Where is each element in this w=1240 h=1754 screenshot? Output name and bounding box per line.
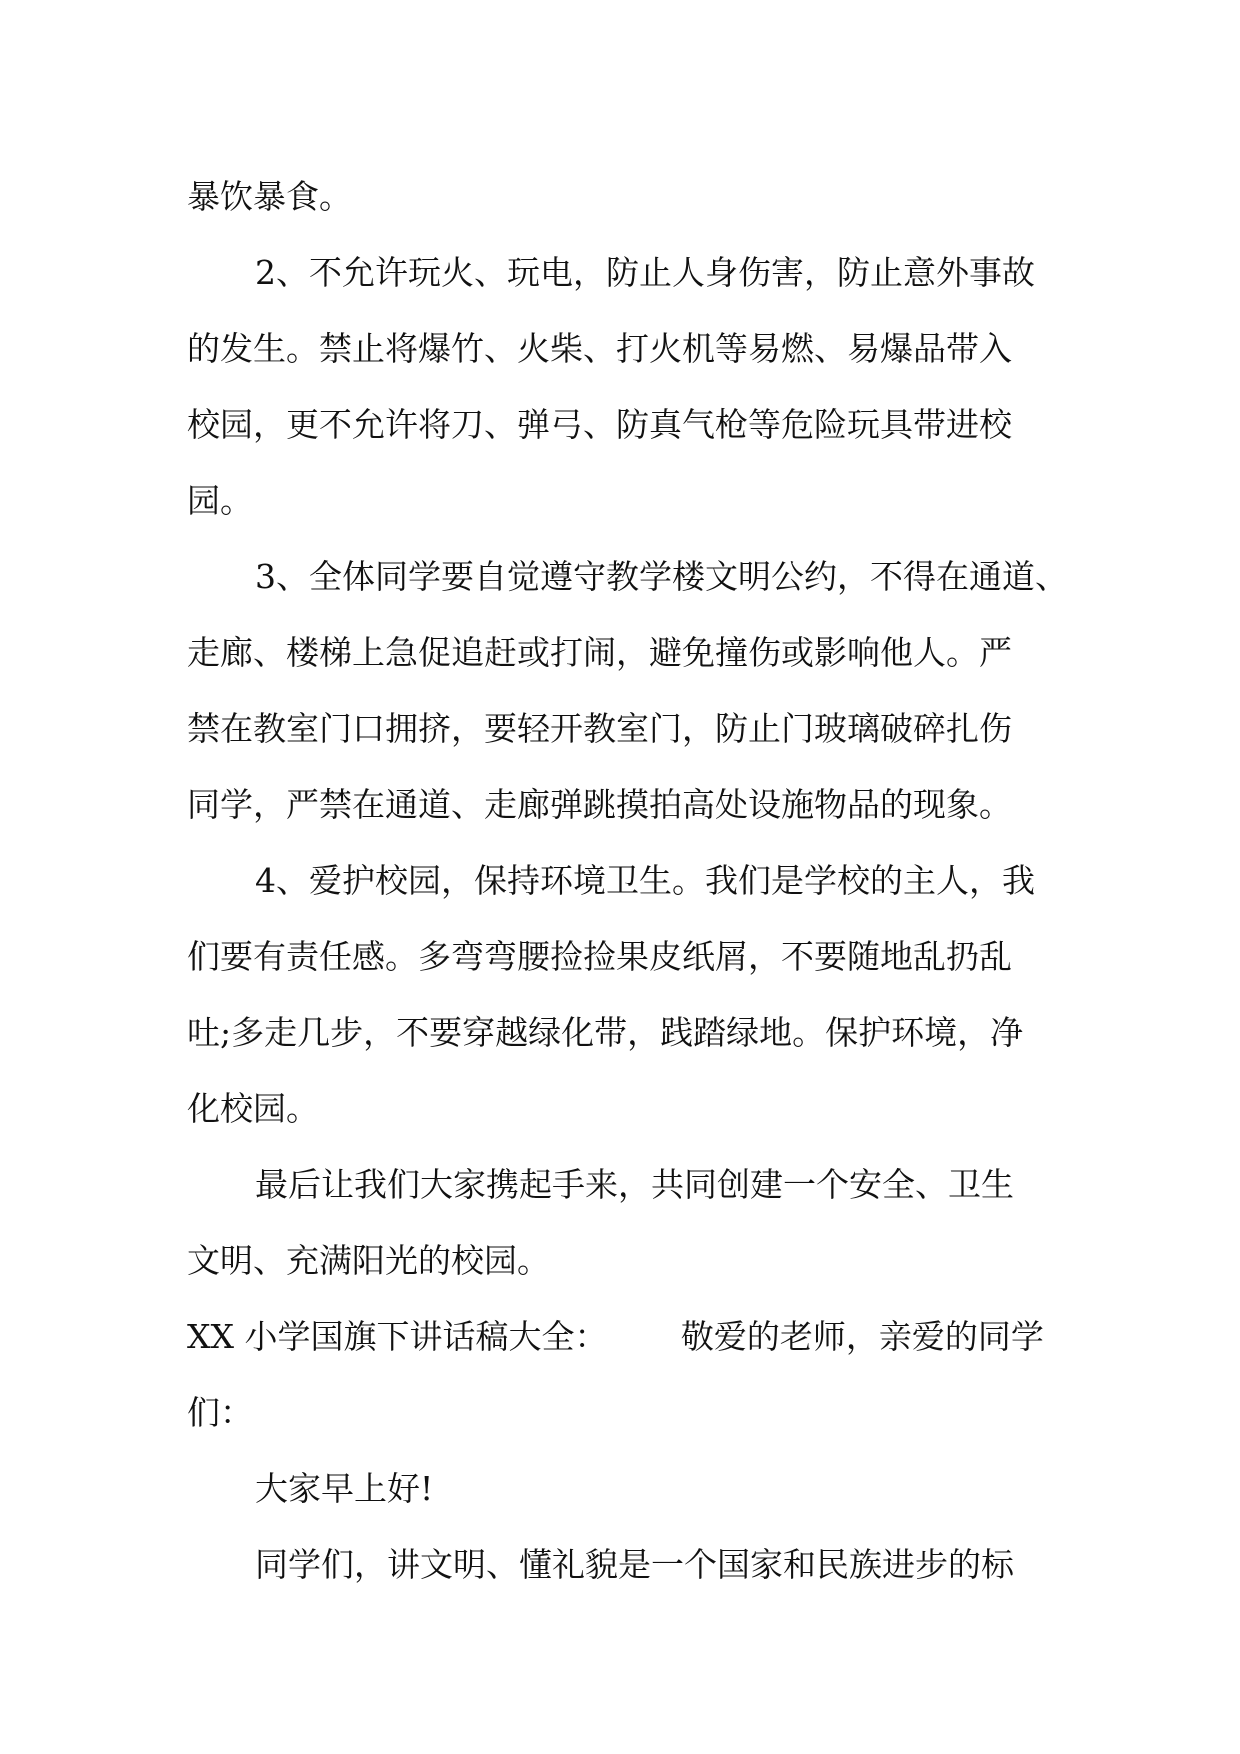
text-line: 的发生。禁止将爆竹、火柴、打火机等易燃、易爆品带入 — [187, 329, 1012, 368]
text-line: 最后让我们大家携起手来，共同创建一个安全、卫生 — [255, 1165, 1014, 1204]
text-line: 化校园。 — [187, 1089, 319, 1128]
text-line: 4、爱护校园，保持环境卫生。我们是学校的主人，我 — [255, 861, 1035, 900]
text-line: 暴饮暴食。 — [187, 177, 352, 216]
text-line: 们： — [187, 1393, 253, 1432]
text-line: 同学们，讲文明、懂礼貌是一个国家和民族进步的标 — [255, 1545, 1014, 1584]
text-line: 园。 — [187, 481, 253, 520]
text-line: 禁在教室门口拥挤，要轻开教室门，防止门玻璃破碎扎伤 — [187, 709, 1012, 748]
text-line: 吐;多走几步，不要穿越绿化带，践踏绿地。保护环境，净 — [187, 1013, 1024, 1052]
text-line: 校园，更不允许将刀、弹弓、防真气枪等危险玩具带进校 — [187, 405, 1012, 444]
text-line: 走廊、楼梯上急促追赶或打闹，避免撞伤或影响他人。严 — [187, 633, 1012, 672]
text-line: XX 小学国旗下讲话稿大全： 敬爱的老师，亲爱的同学 — [187, 1317, 1044, 1356]
text-line: 3、全体同学要自觉遵守教学楼文明公约，不得在通道、 — [255, 557, 1068, 596]
text-line: 同学，严禁在通道、走廊弹跳摸拍高处设施物品的现象。 — [187, 785, 1012, 824]
text-line: 们要有责任感。多弯弯腰捡捡果皮纸屑，不要随地乱扔乱 — [187, 937, 1012, 976]
text-line: 大家早上好! — [255, 1469, 434, 1508]
text-line: 文明、充满阳光的校园。 — [187, 1241, 550, 1280]
text-line: 2、不允许玩火、玩电，防止人身伤害，防止意外事故 — [255, 253, 1035, 292]
